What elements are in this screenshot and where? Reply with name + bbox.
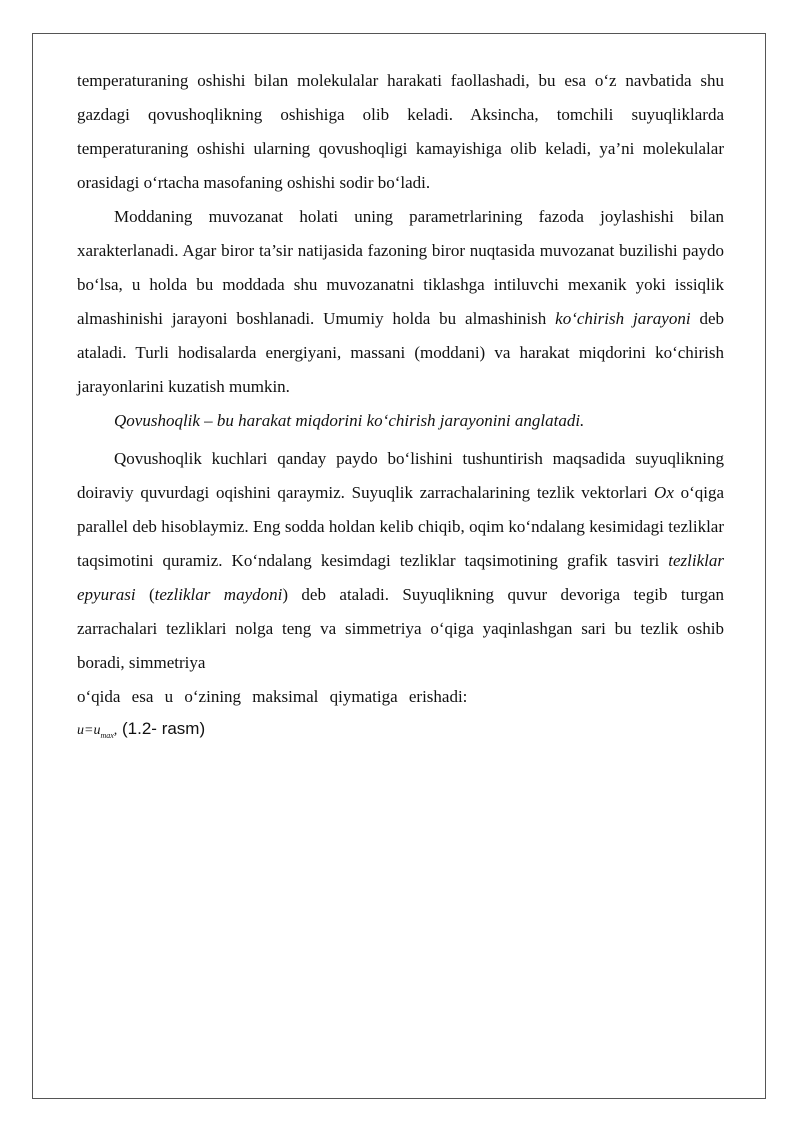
paragraph-transfer-text-after: deb ataladi. Turli hodisalarda energiyani, massani (moddani) va harakat miqdorini ko‘chirish jarayonlarini kuzatish mumkin. <box>77 309 725 396</box>
formula-lhs: u <box>77 723 84 738</box>
axis-label-ox: Ox <box>654 483 674 502</box>
formula-rhs-var: u <box>93 723 101 738</box>
paragraph-velocity-text-4: ) deb ataladi. Suyuqlikning quvur devoriga tegib turgan zarrachalari tezliklari nolga teng va simmetriya o‘qiga yaqinlashgan sari bu tezlik oshib boradi, simmetriya <box>77 585 724 672</box>
paragraph-transfer-process <box>77 200 724 404</box>
paragraph-velocity-last-line: o‘qida esa u o‘zining maksimal qiymatiga erishadi: <box>77 687 468 706</box>
paragraph-velocity-distribution <box>77 442 724 680</box>
paragraph-velocity-text-1: Qovushoqlik kuchlari qanday paydo bo‘lishini tushuntirish maqsadida suyuqlikning doiraviy quvurdagi oqishini qaraymiz. Suyuqlik zarrachalarining tezlik vektorlari <box>77 449 724 502</box>
document-body <box>77 64 724 751</box>
term-velocity-epure: tezliklar epyurasi <box>77 551 724 604</box>
paragraph-velocity-text-3: ( <box>135 585 155 604</box>
definition-viscosity: Qovushoqlik – bu harakat miqdorini ko‘chirish jarayonini anglatadi. <box>114 411 585 430</box>
term-velocity-field: tezliklar maydoni <box>154 585 283 604</box>
term-transfer-process: ko‘chirish jarayoni <box>555 309 691 328</box>
formula-u-max <box>77 723 117 738</box>
formula-line <box>77 714 724 751</box>
paragraph-velocity-text-2: o‘qiga parallel deb hisoblaymiz. Eng sodda holdan kelib chiqib, oqim ko‘ndalang kesimidagi tezliklar taqsimotini quramiz. Ko‘ndalang kesimdagi tezliklar taqsimotining grafik tasviri <box>77 483 724 570</box>
formula-equals: = <box>84 723 94 738</box>
figure-reference: (1.2- rasm) <box>122 719 206 738</box>
paragraph-transfer-text-before: Moddaning muvozanat holati uning parametrlarining fazoda joylashishi bilan xarakterlanadi. Agar biror ta’sir natijasida fazoning biror nuqtasida muvozanat buzilishi paydo bo‘lsa, u holda bu moddada shu muvozanatni tiklashga intiluvchi mexanik yoki issiqlik almashinishi jarayoni boshlanadi. Umumiy holda bu almashinish <box>77 207 724 328</box>
formula-trailing: , <box>113 723 118 738</box>
formula-rhs-sub: max <box>100 730 114 740</box>
paragraph-temperature-viscosity: temperaturaning oshishi bilan molekulalar harakati faollashadi, bu esa o‘z navbatida shu gazdagi qovushoqlikning oshishiga olib keladi. Aksincha, tomchili suyuqliklarda temperaturaning oshishi ularning qovushoqligi kamayishiga olib keladi, ya’ni molekulalar orasidagi o‘rtacha masofaning oshishi sodir bo‘ladi. <box>77 71 724 192</box>
